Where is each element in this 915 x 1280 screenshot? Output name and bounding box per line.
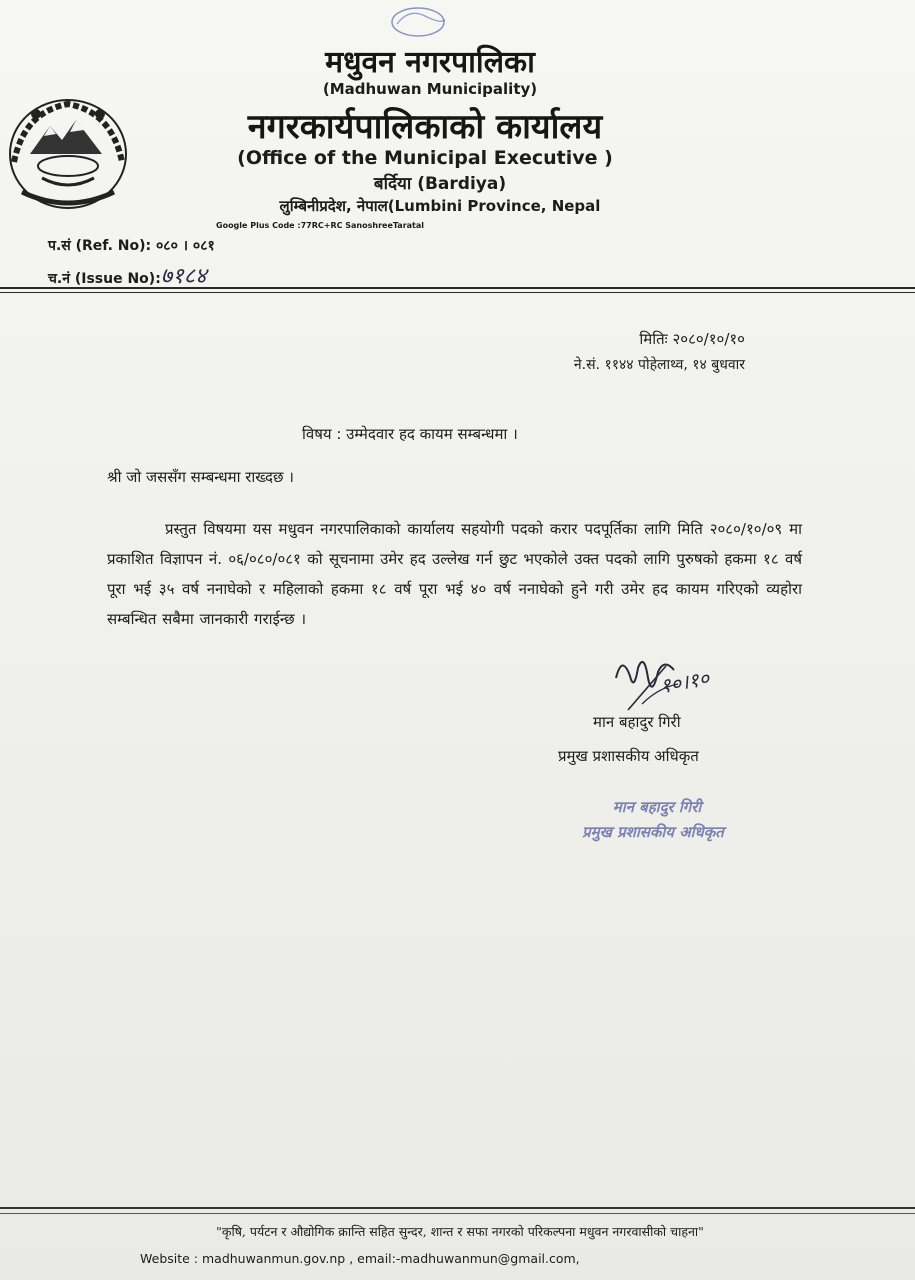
date-bs: मितिः २०८०/१०/१०: [639, 330, 745, 348]
footer-divider-thin: [0, 1213, 915, 1214]
issue-value: ७१८४: [160, 264, 207, 289]
signatory-title: प्रमुख प्रशासकीय अधिकृत: [558, 747, 699, 765]
reference-number: [48, 236, 215, 255]
municipality-name-nepali: मधुवन नगरपालिका: [325, 45, 535, 80]
letter-body: प्रस्तुत विषयमा यस मधुवन नगरपालिकाको कार्यालय सहयोगी पदको करार पदपूर्तिका लागि मिति २०८०/१०/०९ मा प्रकाशित विज्ञापन नं. ०६/०८०/०८१ को सूचनामा उमेर हद उल्लेख गर्न छुट भएकोले उक्त पदको लागि पुरुषको हकमा १८ वर्ष पूरा भई ३५ वर्ष ननाघेको र महिलाको हकमा १८ वर्ष पूरा भई ४० वर्ष ननाघेको हुने गरी उमेर हद कायम गरिएको व्यहोरा सम्बन्धित सबैमा जानकारी गराईन्छ ।: [107, 520, 802, 628]
district: बर्दिया (Bardiya): [373, 174, 507, 194]
header-divider: [0, 287, 915, 289]
salutation: श्री जो जससँग सम्बन्धमा राख्दछ ।: [107, 468, 294, 486]
issue-number: [48, 260, 207, 290]
ref-value: ०८० । ०८१: [156, 238, 215, 254]
signature-date: १०।१०: [658, 665, 711, 699]
footer-contact: Website : madhuwanmun.gov.np , email:-madhuwanmun@gmail.com,: [140, 1251, 580, 1266]
office-name-english: (Office of the Municipal Executive ): [237, 147, 613, 169]
signatory-name: मान बहादुर गिरी: [593, 713, 681, 731]
ref-label: प.सं (Ref. No):: [48, 238, 152, 254]
nepal-emblem-icon: [4, 92, 132, 214]
stamp-title: प्रमुख प्रशासकीय अधिकृत: [582, 823, 724, 841]
header-divider-thin: [0, 292, 915, 293]
issue-label: च.नं (Issue No):: [48, 271, 161, 287]
municipality-name-english: (Madhuwan Municipality): [322, 80, 538, 98]
subject-line: विषय : उम्मेदवार हद कायम सम्बन्धमा ।: [302, 425, 518, 443]
office-seal-icon: [385, 2, 455, 42]
footer-divider: [0, 1207, 915, 1209]
office-name-nepali: नगरकार्यपालिकाको कार्यालय: [247, 107, 603, 147]
footer-slogan: "कृषि, पर्यटन र औद्योगिक क्रान्ति सहित सुन्दर, शान्त र सफा नगरको परिकल्पना मधुवन नगरवासीको चाहना": [216, 1224, 704, 1239]
date-ns: ने.सं. ११४४ पोहेलाथ्व, १४ बुधवार: [573, 357, 745, 373]
plus-code: Google Plus Code :77RC+RC SanoshreeTaratal: [216, 221, 425, 230]
stamp-name: मान बहादुर गिरी: [612, 798, 702, 816]
province: लुम्बिनीप्रदेश, नेपाल(Lumbini Province, Nepal: [279, 197, 601, 215]
